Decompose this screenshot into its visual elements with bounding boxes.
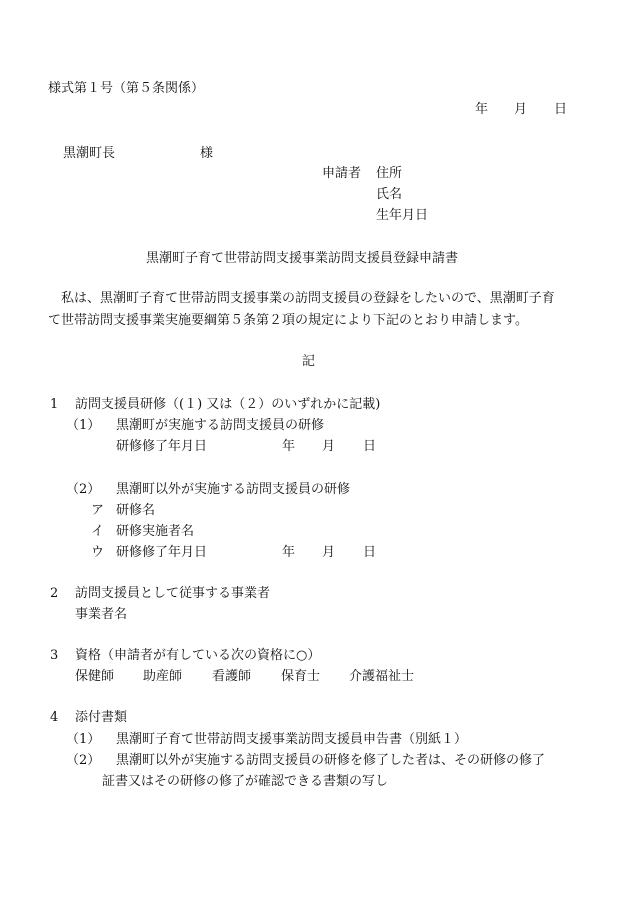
applicant-address: 住所 <box>376 166 403 181</box>
body-line-1: 私は、黒潮町子育て世帯訪問支援事業の訪問支援員の登録をしたいので、黒潮町子育 <box>61 291 555 306</box>
section-1-item-1-text: 黒潮町が実施する訪問支援員の研修 <box>116 418 325 433</box>
section-4-item-1-text: 黒潮町子育て世帯訪問支援事業訪問支援員申告書（別紙１） <box>116 732 468 747</box>
form-number: 様式第１号（第５条関係） <box>48 81 205 96</box>
section-1-item-2-a-mark: ア <box>91 503 105 518</box>
applicant-birthdate: 生年月日 <box>376 208 429 223</box>
section-1-item-1-date-label: 研修修了年月日 <box>116 439 208 454</box>
section-1-item-2-i-label: 研修実施者名 <box>116 524 195 539</box>
section-1-number: 1 <box>50 397 59 412</box>
section-1-item-1-month: 月 <box>322 439 336 454</box>
section-1-item-2-month: 月 <box>322 545 336 560</box>
section-1-item-2-u-label: 研修修了年月日 <box>116 545 208 560</box>
section-1-item-2-number: （2） <box>66 482 101 497</box>
document-title: 黒潮町子育て世帯訪問支援事業訪問支援員登録申請書 <box>146 251 459 266</box>
applicant-label: 申請者 <box>322 166 362 181</box>
qualification-option-nurse: 看護師 <box>212 669 252 684</box>
section-4-item-2-number: （2） <box>66 753 101 768</box>
section-1-heading: 訪問支援員研修（(１) 又は（２）のいずれかに記載) <box>75 397 381 412</box>
addressee-honorific: 様 <box>200 146 214 161</box>
section-1-item-1-number: （1） <box>66 418 101 433</box>
section-4-item-1-number: （1） <box>66 732 101 747</box>
date-month: 月 <box>514 102 528 117</box>
addressee-name: 黒潮町長 <box>63 146 116 161</box>
section-1-item-1-year: 年 <box>282 439 296 454</box>
section-1-item-2-text: 黒潮町以外が実施する訪問支援員の研修 <box>116 482 351 497</box>
section-2-number: 2 <box>50 586 59 601</box>
section-2-business-name-label: 事業者名 <box>75 607 128 622</box>
qualification-option-public-health-nurse: 保健師 <box>75 669 115 684</box>
qualification-option-childcare-worker: 保育士 <box>281 669 321 684</box>
applicant-name: 氏名 <box>376 187 403 202</box>
qualification-option-care-worker: 介護福祉士 <box>349 669 415 684</box>
date-year: 年 <box>475 102 489 117</box>
section-3-number: 3 <box>50 648 59 663</box>
section-1-item-2-day: 日 <box>363 545 377 560</box>
section-1-item-2-a-label: 研修名 <box>116 503 156 518</box>
qualification-option-midwife: 助産師 <box>143 669 183 684</box>
section-4-item-2-text: 黒潮町以外が実施する訪問支援員の研修を修了した者は、その研修の修了 <box>116 753 546 768</box>
body-line-2: て世帯訪問支援事業実施要綱第５条第２項の規定により下記のとおり申請します。 <box>48 313 528 328</box>
section-2-heading: 訪問支援員として従事する事業者 <box>75 586 271 601</box>
section-4-heading: 添付書類 <box>75 710 128 725</box>
ki-heading: 記 <box>302 354 316 369</box>
section-4-item-2-text-continued: 証書又はその研修の修了が確認できる書類の写し <box>102 774 389 789</box>
section-1-item-2-i-mark: イ <box>91 524 105 539</box>
section-4-number: 4 <box>50 710 59 725</box>
section-1-item-2-u-mark: ウ <box>91 545 105 560</box>
section-1-item-1-day: 日 <box>363 439 377 454</box>
section-3-heading: 資格（申請者が有している次の資格に○） <box>75 648 321 663</box>
date-day: 日 <box>554 102 568 117</box>
section-1-item-2-year: 年 <box>282 545 296 560</box>
